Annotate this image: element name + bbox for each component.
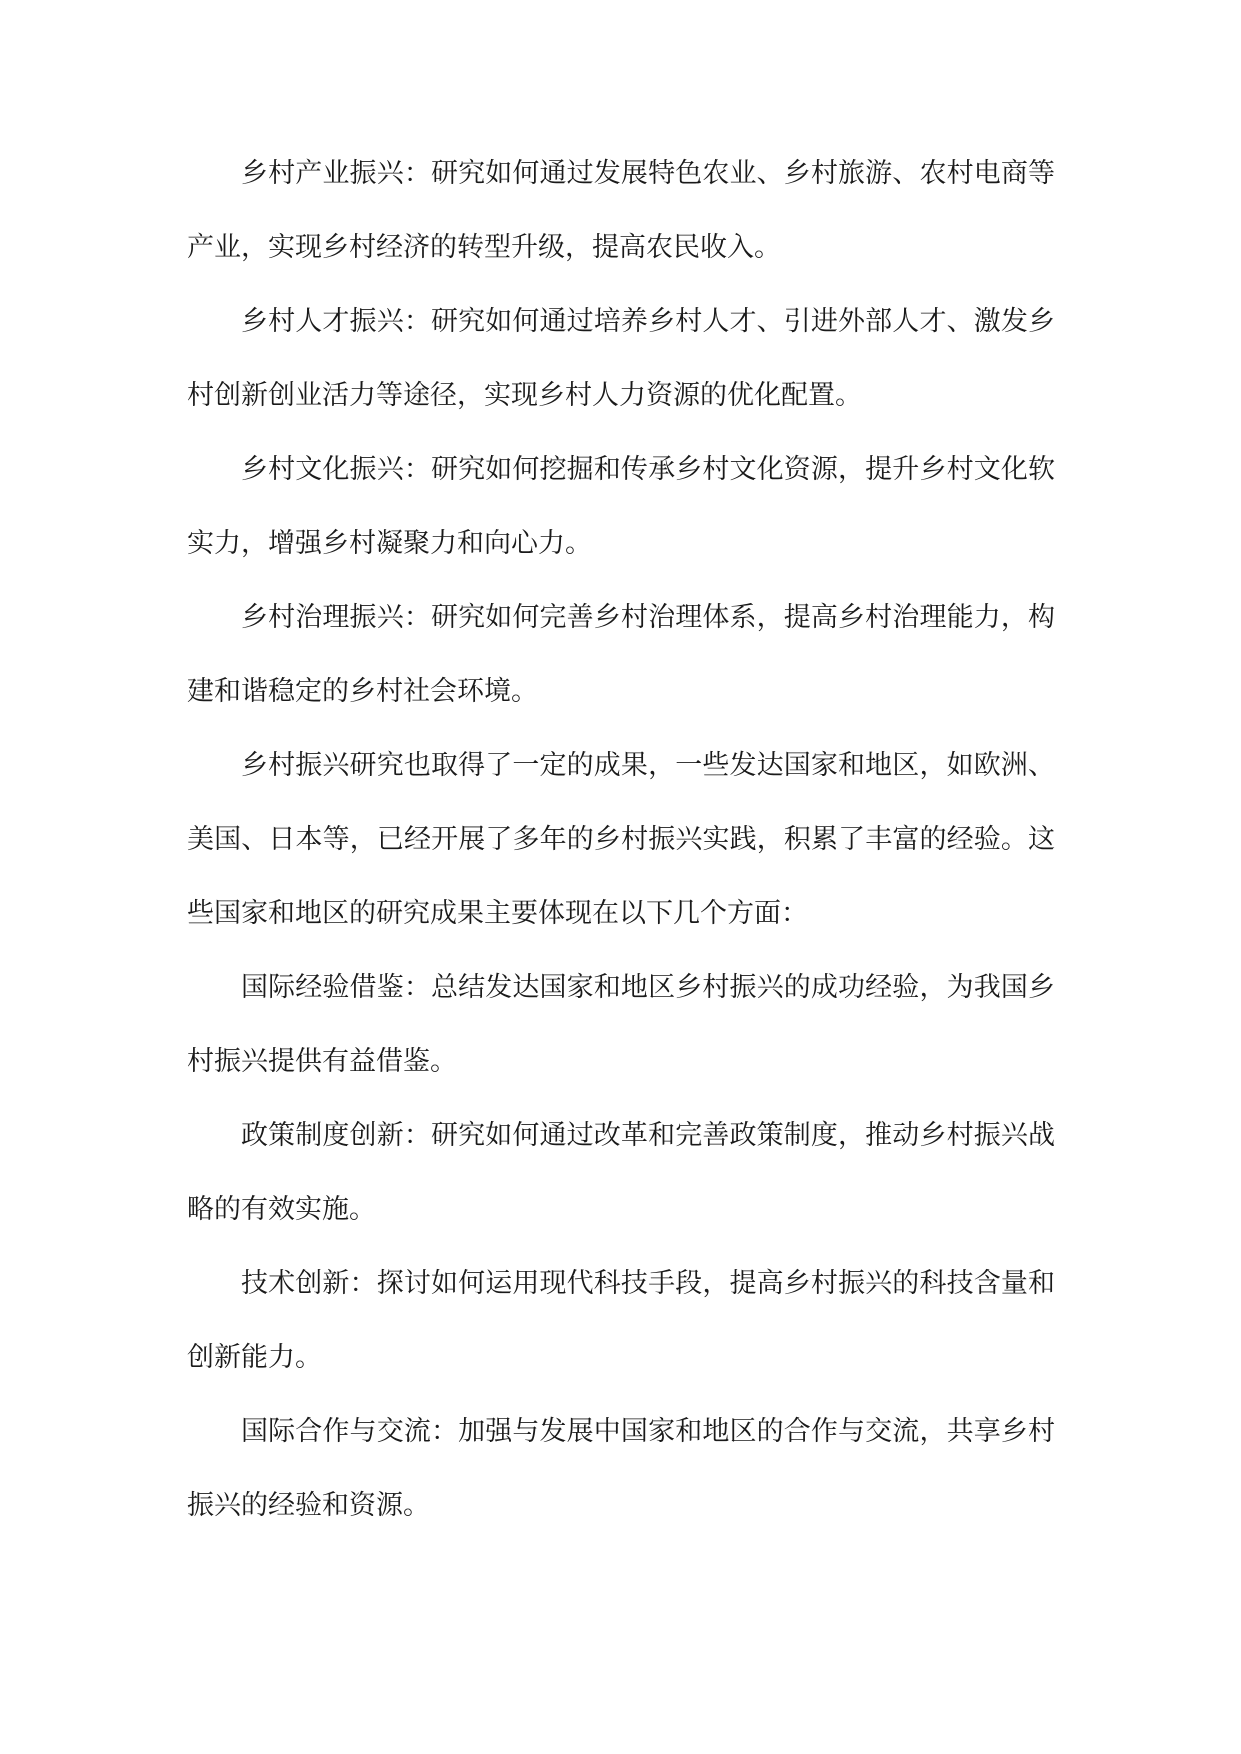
paragraph-technology-innovation: 技术创新：探讨如何运用现代科技手段，提高乡村振兴的科技含量和创新能力。 [187,1268,1055,1373]
paragraph-research-results: 乡村振兴研究也取得了一定的成果，一些发达国家和地区，如欧洲、美国、日本等，已经开展了多年的乡村振兴实践，积累了丰富的经验。这些国家和地区的研究成果主要体现在以下几个方面： [187,750,1055,929]
paragraph-rural-culture: 乡村文化振兴：研究如何挖掘和传承乡村文化资源，提升乡村文化软实力，增强乡村凝聚力和向心力。 [187,454,1055,559]
paragraph-international-cooperation: 国际合作与交流：加强与发展中国家和地区的合作与交流，共享乡村振兴的经验和资源。 [187,1416,1055,1521]
paragraph-international-experience: 国际经验借鉴：总结发达国家和地区乡村振兴的成功经验，为我国乡村振兴提供有益借鉴。 [187,972,1055,1077]
document-body [187,137,1055,1543]
paragraph-rural-talent: 乡村人才振兴：研究如何通过培养乡村人才、引进外部人才、激发乡村创新创业活力等途径，实现乡村人力资源的优化配置。 [187,306,1055,411]
paragraph-rural-governance: 乡村治理振兴：研究如何完善乡村治理体系，提高乡村治理能力，构建和谐稳定的乡村社会环境。 [187,602,1055,707]
paragraph-policy-innovation: 政策制度创新：研究如何通过改革和完善政策制度，推动乡村振兴战略的有效实施。 [187,1120,1055,1225]
paragraph-rural-industry: 乡村产业振兴：研究如何通过发展特色农业、乡村旅游、农村电商等产业，实现乡村经济的转型升级，提高农民收入。 [187,158,1055,263]
